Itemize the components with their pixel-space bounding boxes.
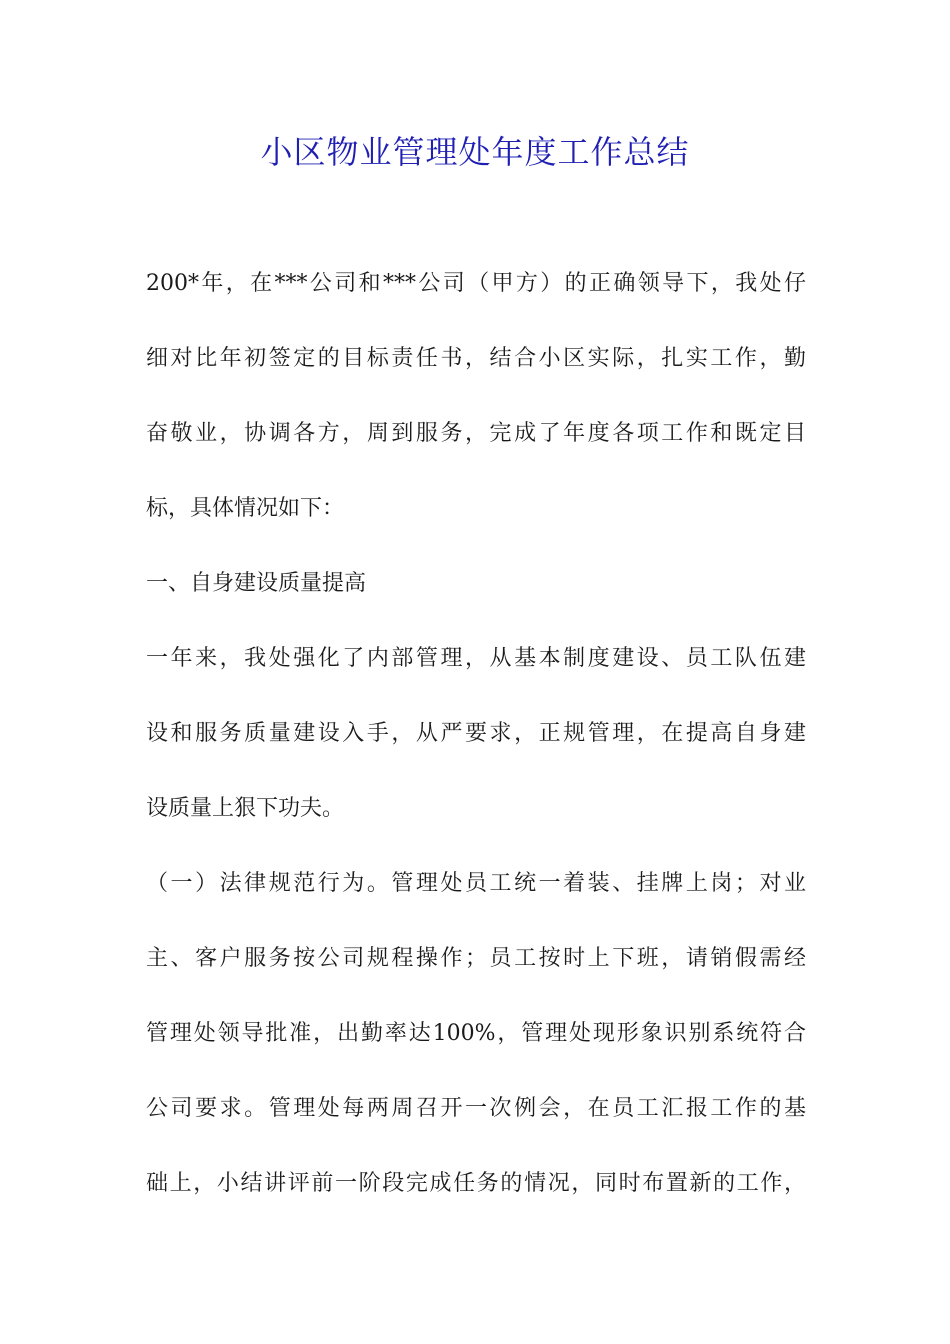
paragraph-line: 设和服务质量建设入手，从严要求，正规管理，在提高自身建 — [146, 721, 806, 746]
paragraph-line: 础上，小结讲评前一阶段完成任务的情况，同时布置新的工作， — [146, 1171, 806, 1196]
paragraph-line: 200*年，在***公司和***公司（甲方）的正确领导下，我处仔 — [146, 271, 806, 296]
section-heading: 一、自身建设质量提高 — [146, 571, 367, 596]
paragraph-line: 主、客户服务按公司规程操作；员工按时上下班，请销假需经 — [146, 946, 806, 971]
paragraph-line: （一）法律规范行为。管理处员工统一着装、挂牌上岗；对业 — [146, 871, 806, 896]
document-title: 小区物业管理处年度工作总结 — [260, 133, 690, 171]
paragraph-line: 标，具体情况如下： — [146, 496, 345, 521]
paragraph-line: 奋敬业，协调各方，周到服务，完成了年度各项工作和既定目 — [146, 421, 806, 446]
paragraph-line: 公司要求。管理处每两周召开一次例会，在员工汇报工作的基 — [146, 1096, 806, 1121]
paragraph-line: 管理处领导批准，出勤率达100%，管理处现形象识别系统符合 — [146, 1021, 806, 1046]
paragraph-line: 细对比年初签定的目标责任书，结合小区实际，扎实工作，勤 — [146, 346, 806, 371]
paragraph-line: 一年来，我处强化了内部管理，从基本制度建设、员工队伍建 — [146, 646, 806, 671]
paragraph-line: 设质量上狠下功夫。 — [146, 796, 345, 821]
